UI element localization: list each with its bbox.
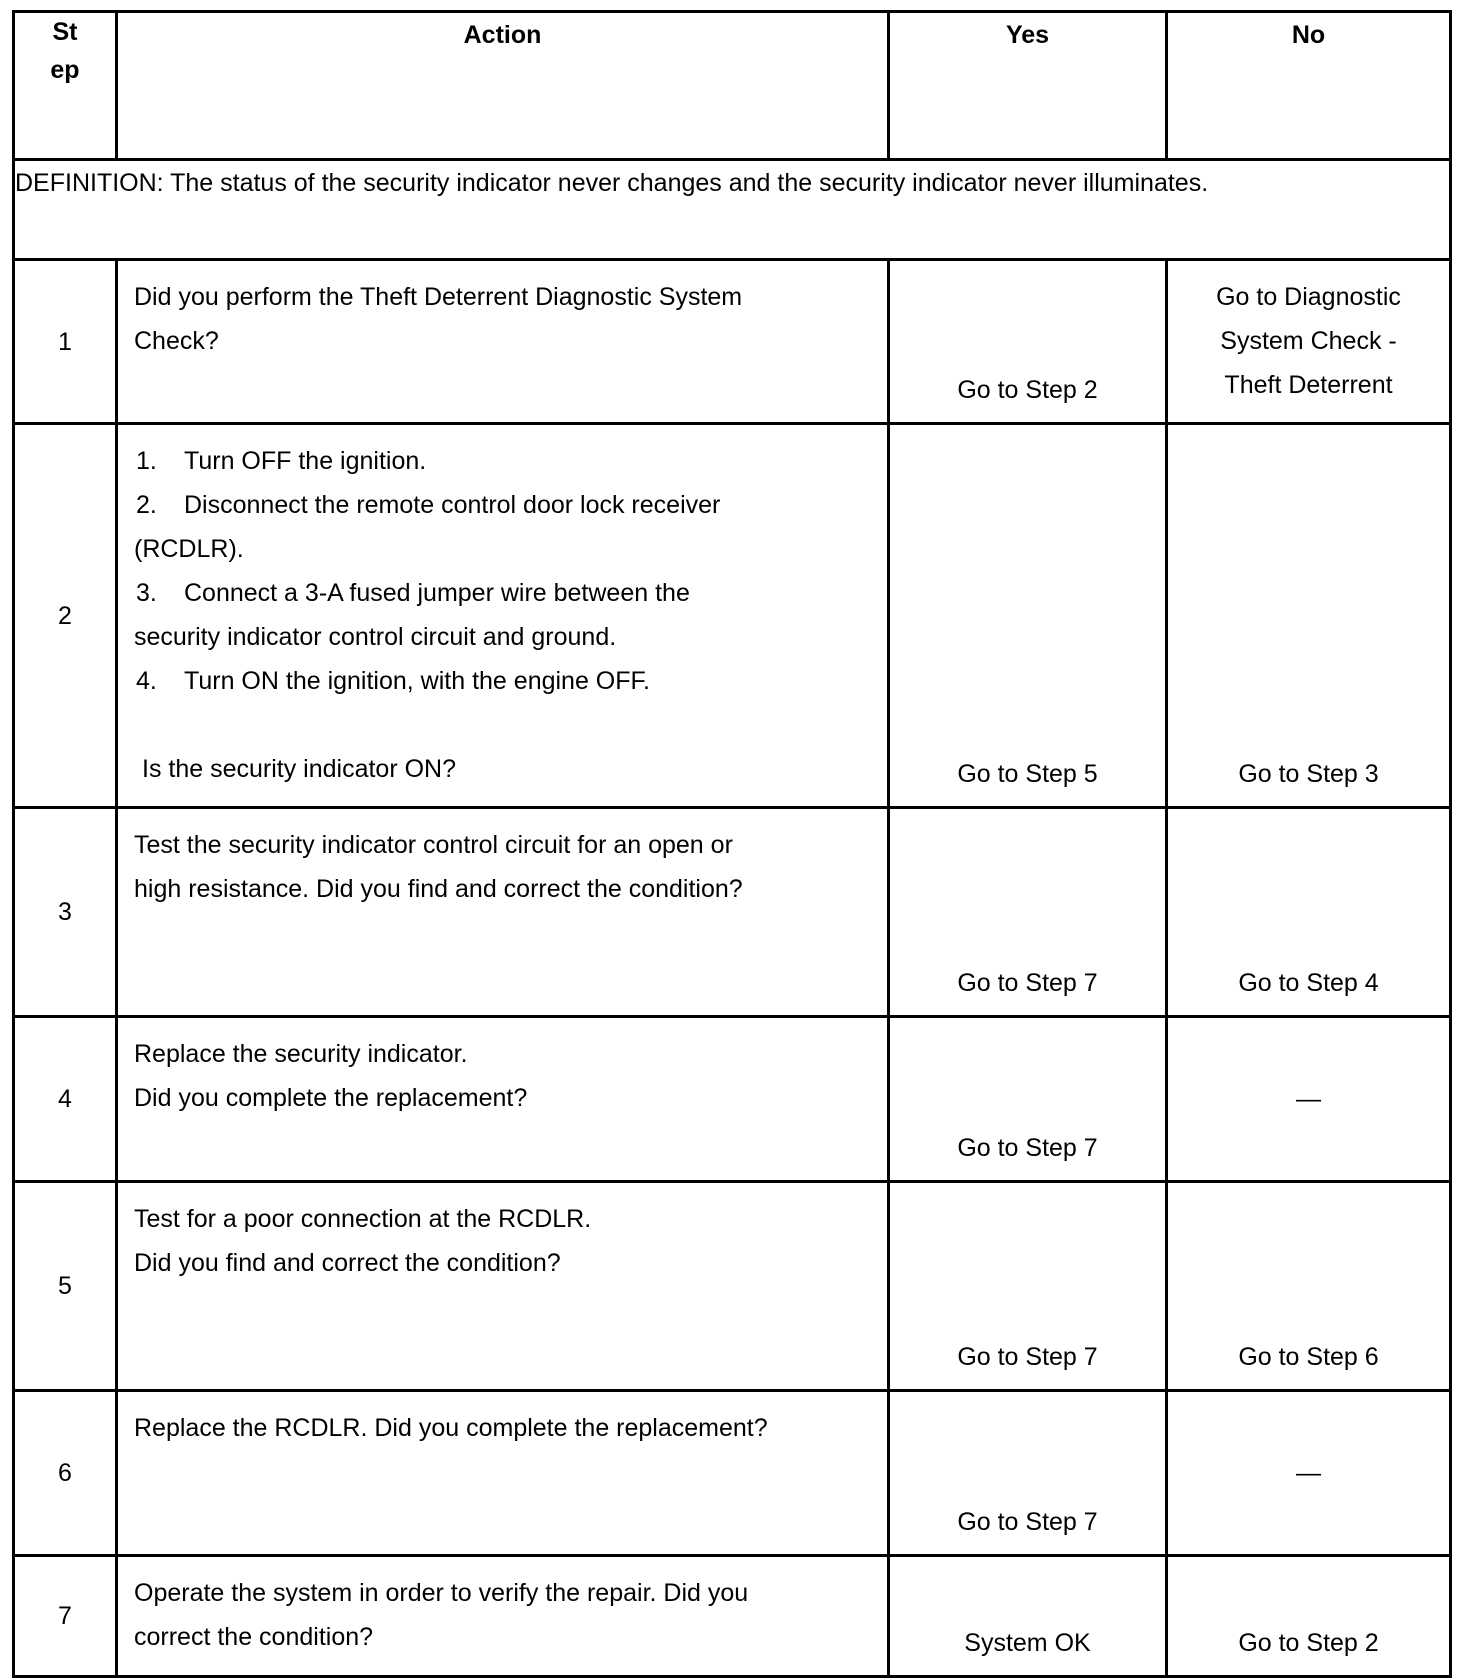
action-line: correct the condition? <box>134 1623 374 1651</box>
yes-cell <box>889 1017 1167 1182</box>
header-no: No <box>1167 12 1451 160</box>
action-cell <box>117 260 889 424</box>
yes-text: Go to Step 7 <box>957 969 1098 997</box>
action-cell <box>117 808 889 1017</box>
yes-text: System OK <box>964 1629 1091 1657</box>
action-line: Replace the RCDLR. Did you complete the replacement? <box>134 1414 768 1442</box>
no-text: Go to Step 6 <box>1238 1343 1379 1371</box>
definition-text: DEFINITION: The status of the security indicator never changes and the security indicator never illuminates. <box>14 160 1451 260</box>
substep-text: Disconnect the remote control door lock receiver <box>184 491 721 519</box>
action-line: Did you complete the replacement? <box>134 1084 528 1112</box>
no-text-line: Go to Diagnostic <box>1216 283 1401 311</box>
yes-cell <box>889 808 1167 1017</box>
substep-number: 2. <box>136 491 157 519</box>
action-cell <box>117 1017 889 1182</box>
header-step <box>14 12 117 160</box>
action-line: Test for a poor connection at the RCDLR. <box>134 1205 592 1233</box>
substep-number: 4. <box>136 667 157 695</box>
substep-text: Turn ON the ignition, with the engine OFF. <box>184 667 650 695</box>
no-text: Go to Step 4 <box>1238 969 1379 997</box>
yes-text: Go to Step 7 <box>957 1343 1098 1371</box>
no-cell <box>1167 1182 1451 1391</box>
table-row <box>14 260 1451 424</box>
substep-continuation: (RCDLR). <box>134 535 244 563</box>
yes-cell <box>889 1391 1167 1556</box>
substep <box>134 571 871 615</box>
no-cell <box>1167 1391 1451 1556</box>
action-line: Operate the system in order to verify the repair. Did you <box>134 1579 749 1607</box>
action-cell <box>117 1556 889 1677</box>
yes-cell <box>889 1182 1167 1391</box>
no-text: Go to Step 2 <box>1238 1629 1379 1657</box>
no-text: — <box>1296 1459 1321 1487</box>
no-cell <box>1167 424 1451 808</box>
diagnostic-table <box>12 10 1452 1678</box>
no-cell <box>1167 260 1451 424</box>
table-row <box>14 1017 1451 1182</box>
yes-text: Go to Step 7 <box>957 1508 1098 1536</box>
action-line: Test the security indicator control circuit for an open or <box>134 831 733 859</box>
no-cell <box>1167 808 1451 1017</box>
step-number: 4 <box>14 1017 117 1182</box>
spacer <box>134 703 871 747</box>
step-number: 3 <box>14 808 117 1017</box>
header-step-line1: St <box>52 18 78 46</box>
yes-cell <box>889 1556 1167 1677</box>
no-text-line: System Check - <box>1220 327 1397 355</box>
action-question: Is the security indicator ON? <box>142 755 457 783</box>
table-row <box>14 1391 1451 1556</box>
substep <box>134 659 871 703</box>
yes-text: Go to Step 7 <box>957 1134 1098 1162</box>
table-row <box>14 808 1451 1017</box>
no-text: Go to Step 3 <box>1238 760 1379 788</box>
no-text-line: Theft Deterrent <box>1224 371 1393 399</box>
action-cell <box>117 1391 889 1556</box>
step-number: 2 <box>14 424 117 808</box>
action-line: Did you perform the Theft Deterrent Diagnostic System <box>134 283 743 311</box>
step-number: 1 <box>14 260 117 424</box>
action-line: Replace the security indicator. <box>134 1040 468 1068</box>
header-yes: Yes <box>889 12 1167 160</box>
action-line: Did you find and correct the condition? <box>134 1249 561 1277</box>
action-line: high resistance. Did you find and correct the condition? <box>134 875 743 903</box>
no-cell <box>1167 1556 1451 1677</box>
action-cell <box>117 1182 889 1391</box>
yes-text: Go to Step 2 <box>957 376 1098 404</box>
table-header-row <box>14 12 1451 160</box>
header-step-line2: ep <box>50 56 80 84</box>
table-row <box>14 1182 1451 1391</box>
substep-text: Turn OFF the ignition. <box>184 447 427 475</box>
yes-cell <box>889 424 1167 808</box>
substep <box>134 483 871 527</box>
no-cell <box>1167 1017 1451 1182</box>
action-cell <box>117 424 889 808</box>
header-action: Action <box>117 12 889 160</box>
yes-text: Go to Step 5 <box>957 760 1098 788</box>
table-row <box>14 1556 1451 1677</box>
definition-row <box>14 160 1451 260</box>
substep-text: Connect a 3-A fused jumper wire between the <box>184 579 690 607</box>
substep-continuation: security indicator control circuit and ground. <box>134 623 617 651</box>
step-number: 5 <box>14 1182 117 1391</box>
yes-cell <box>889 260 1167 424</box>
substep <box>134 439 871 483</box>
substep-number: 1. <box>136 447 157 475</box>
step-number: 7 <box>14 1556 117 1677</box>
substep-number: 3. <box>136 579 157 607</box>
action-line: Check? <box>134 327 219 355</box>
no-text: — <box>1296 1085 1321 1113</box>
step-number: 6 <box>14 1391 117 1556</box>
table-row <box>14 424 1451 808</box>
